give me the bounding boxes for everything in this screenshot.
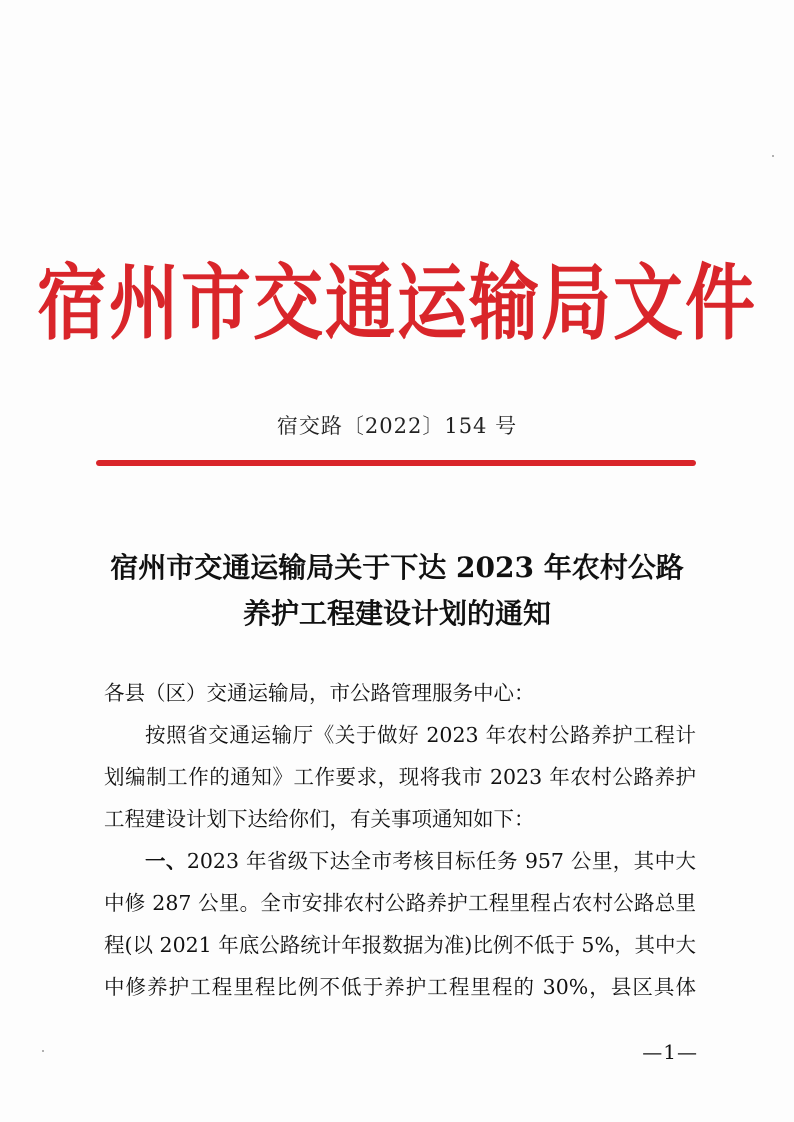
title-line-1: 宿州市交通运输局关于下达 2023 年农村公路 [110,551,684,584]
notice-body [104,672,696,1008]
paragraph-2-line-1-text: 2023 年省级下达全市考核目标任务 957 公里，其中大 [186,849,696,873]
paragraph-2 [104,840,696,1008]
notice-title [40,545,754,637]
paragraph-1-line: 划编制工作的通知》工作要求，现将我市 2023 年农村公路养护 [104,765,696,789]
paragraph-2-line: 程(以 2021 年底公路统计年报数据为准)比例不低于 5%，其中大 [104,933,696,957]
section-number-one: 一、 [145,849,187,873]
page-number: —1— [642,1040,698,1064]
document-number: 宿交路〔2022〕154 号 [276,414,518,438]
paragraph-2-line: 中修 287 公里。全市安排农村公路养护工程里程占农村公路总里 [104,891,696,915]
title-line-2: 养护工程建设计划的通知 [242,597,551,630]
scan-speck [772,155,774,157]
paragraph-1-line: 按照省交通运输厅《关于做好 2023 年农村公路养护工程计 [145,723,696,747]
paragraph-2-line-1 [104,840,696,882]
scan-speck [42,1050,44,1052]
paragraph-1 [104,714,696,840]
paragraph-2-line: 中修养护工程里程比例不低于养护工程里程的 30%，县区具体 [104,975,696,999]
paragraph-1-line: 工程建设计划下达给你们，有关事项通知如下： [104,807,535,831]
red-divider-rule [96,460,696,466]
issuer-header: 宿州市交通运输局文件 [37,253,757,352]
salutation: 各县（区）交通运输局，市公路管理服务中心： [104,681,535,705]
